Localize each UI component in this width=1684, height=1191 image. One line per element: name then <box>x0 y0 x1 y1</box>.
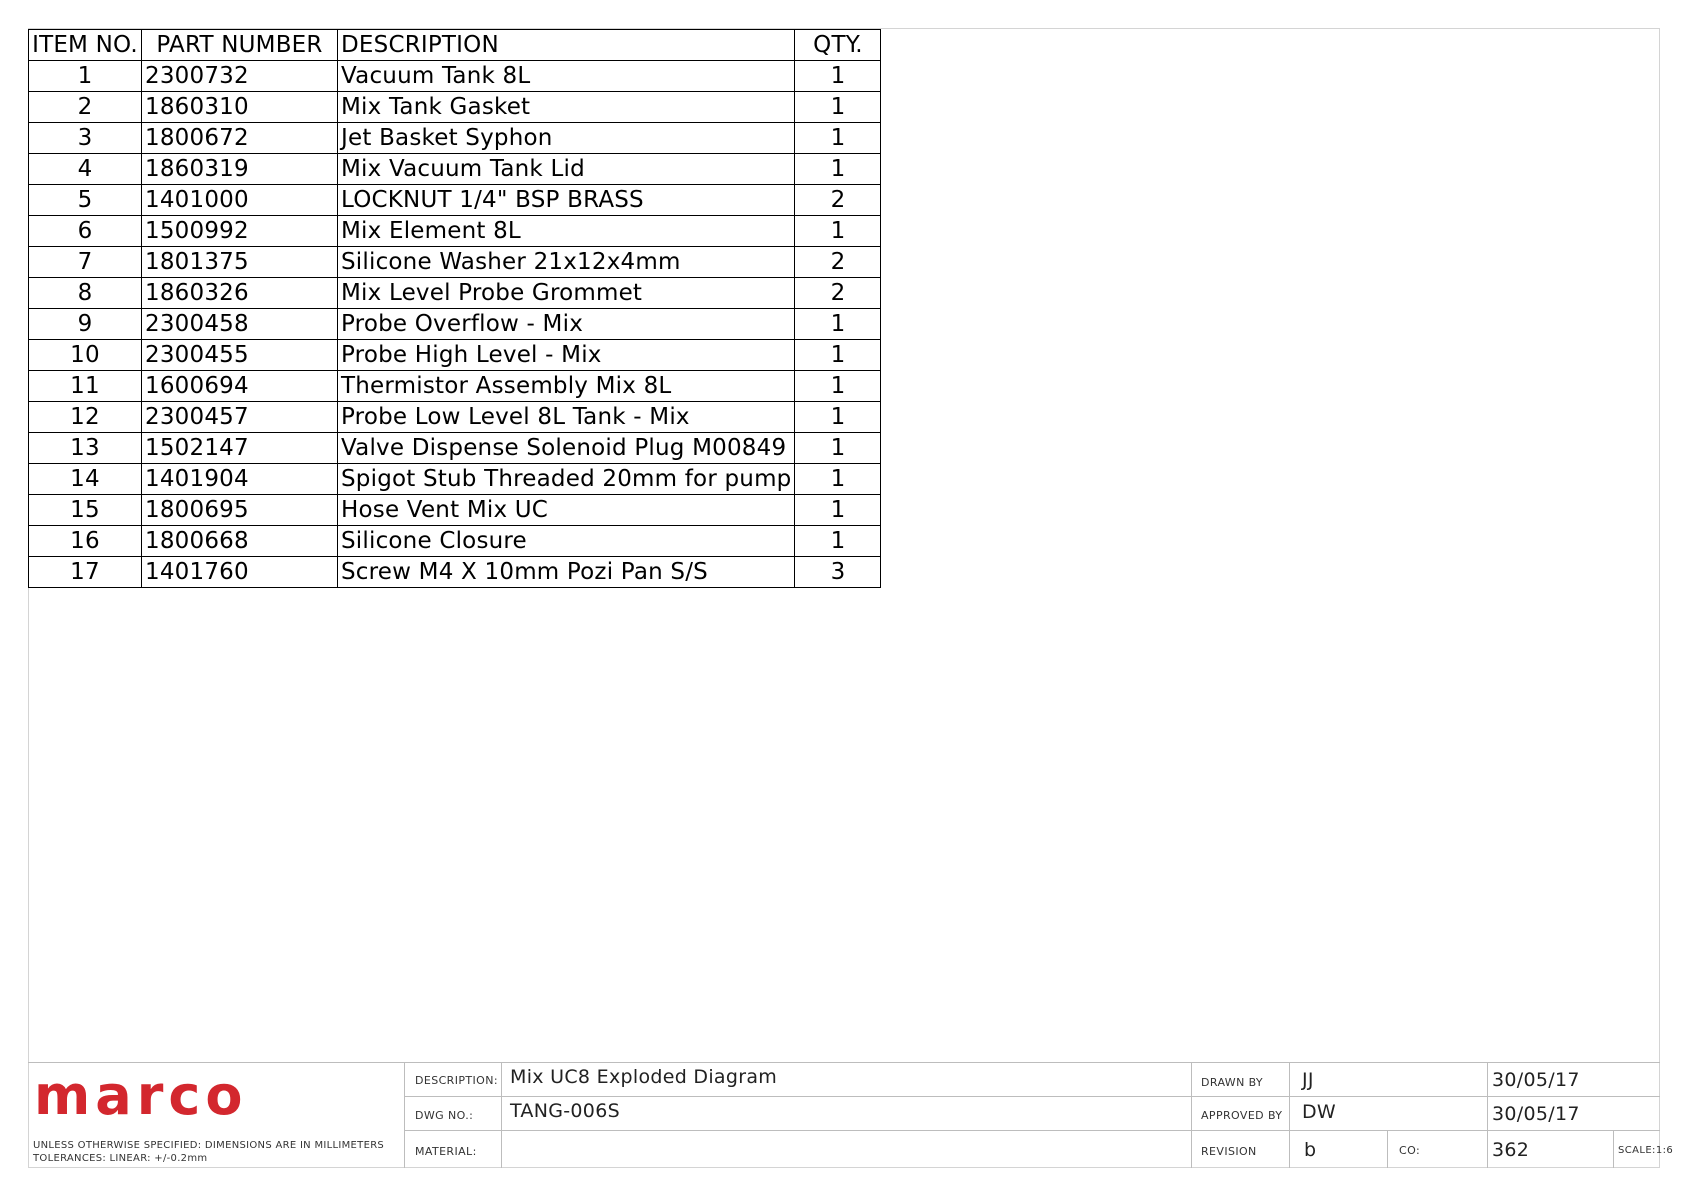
bom-item-no: 4 <box>29 154 142 185</box>
bom-part-number: 1500992 <box>142 216 338 247</box>
bom-description: Jet Basket Syphon <box>338 123 795 154</box>
bom-description: Mix Element 8L <box>338 216 795 247</box>
bom-description: Probe Overflow - Mix <box>338 309 795 340</box>
bom-qty: 1 <box>795 526 881 557</box>
bom-qty: 1 <box>795 123 881 154</box>
approved-date: 30/05/17 <box>1492 1103 1580 1125</box>
bom-qty: 1 <box>795 464 881 495</box>
dwg-no-value-cell <box>502 1097 1192 1131</box>
bom-part-number: 1502147 <box>142 433 338 464</box>
scale-label: SCALE:1:6 <box>1618 1145 1674 1156</box>
bom-qty: 1 <box>795 92 881 123</box>
logo-area <box>28 1063 405 1168</box>
bom-part-number: 1401760 <box>142 557 338 588</box>
bom-row <box>29 371 881 402</box>
scale-cell <box>1614 1131 1674 1168</box>
bom-description: Spigot Stub Threaded 20mm for pump <box>338 464 795 495</box>
bom-qty: 3 <box>795 557 881 588</box>
bom-qty: 2 <box>795 247 881 278</box>
bom-row <box>29 309 881 340</box>
bom-description: Silicone Washer 21x12x4mm <box>338 247 795 278</box>
bom-description: Valve Dispense Solenoid Plug M00849 <box>338 433 795 464</box>
bom-row <box>29 247 881 278</box>
bom-part-number: 2300455 <box>142 340 338 371</box>
bom-row <box>29 464 881 495</box>
title-block <box>28 1062 1674 1168</box>
drawing-description: Mix UC8 Exploded Diagram <box>510 1066 778 1088</box>
bom-qty: 1 <box>795 216 881 247</box>
header-qty: QTY. <box>795 30 881 61</box>
bom-description: Thermistor Assembly Mix 8L <box>338 371 795 402</box>
bom-part-number: 1800668 <box>142 526 338 557</box>
bom-item-no: 8 <box>29 278 142 309</box>
drawn-by-value-cell <box>1290 1063 1488 1097</box>
bom-item-no: 5 <box>29 185 142 216</box>
header-part-number: PART NUMBER <box>142 30 338 61</box>
bom-part-number: 2300457 <box>142 402 338 433</box>
bom-description: Screw M4 X 10mm Pozi Pan S/S <box>338 557 795 588</box>
bom-row <box>29 278 881 309</box>
revision-label: REVISION <box>1201 1145 1257 1158</box>
bom-row <box>29 216 881 247</box>
bom-row <box>29 123 881 154</box>
bom-row <box>29 340 881 371</box>
description-label-cell <box>404 1063 502 1097</box>
bom-row <box>29 185 881 216</box>
co-value: 362 <box>1492 1139 1530 1161</box>
bom-part-number: 1800695 <box>142 495 338 526</box>
bom-qty: 1 <box>795 309 881 340</box>
drawn-by-value: JJ <box>1302 1069 1314 1091</box>
bom-row <box>29 154 881 185</box>
dwg-no-label-cell <box>404 1097 502 1131</box>
bom-item-no: 9 <box>29 309 142 340</box>
bom-item-no: 14 <box>29 464 142 495</box>
bom-item-no: 1 <box>29 61 142 92</box>
header-item-no: ITEM NO. <box>29 30 142 61</box>
bom-qty: 1 <box>795 371 881 402</box>
revision-value: b <box>1304 1139 1317 1161</box>
approved-by-value-cell <box>1290 1097 1488 1131</box>
bom-item-no: 10 <box>29 340 142 371</box>
material-value-cell <box>502 1131 1192 1168</box>
bom-qty: 1 <box>795 154 881 185</box>
bom-item-no: 11 <box>29 371 142 402</box>
bom-item-no: 12 <box>29 402 142 433</box>
bom-description: Mix Level Probe Grommet <box>338 278 795 309</box>
bom-item-no: 17 <box>29 557 142 588</box>
revision-value-cell <box>1290 1131 1388 1168</box>
bom-description: LOCKNUT 1/4" BSP BRASS <box>338 185 795 216</box>
bom-qty: 1 <box>795 340 881 371</box>
bom-row <box>29 92 881 123</box>
dwg-no-label: DWG NO.: <box>415 1109 474 1122</box>
bom-part-number: 1800672 <box>142 123 338 154</box>
bom-part-number: 1860319 <box>142 154 338 185</box>
bom-row <box>29 495 881 526</box>
bom-item-no: 15 <box>29 495 142 526</box>
approved-by-value: DW <box>1302 1101 1337 1123</box>
bom-qty: 1 <box>795 61 881 92</box>
bom-description: Mix Tank Gasket <box>338 92 795 123</box>
material-label-cell <box>404 1131 502 1168</box>
marco-logo: marco <box>34 1064 248 1127</box>
bom-row <box>29 433 881 464</box>
bom-description: Silicone Closure <box>338 526 795 557</box>
drawn-by-label-cell <box>1192 1063 1290 1097</box>
bom-description: Mix Vacuum Tank Lid <box>338 154 795 185</box>
bom-part-number: 1860310 <box>142 92 338 123</box>
bom-item-no: 3 <box>29 123 142 154</box>
revision-label-cell <box>1192 1131 1290 1168</box>
bom-part-number: 1600694 <box>142 371 338 402</box>
bom-qty: 2 <box>795 278 881 309</box>
bom-item-no: 7 <box>29 247 142 278</box>
tolerance-line-1: UNLESS OTHERWISE SPECIFIED: DIMENSIONS ARE IN MILLIMETERS <box>33 1140 385 1151</box>
description-label: DESCRIPTION: <box>415 1074 498 1087</box>
bom-description: Probe High Level - Mix <box>338 340 795 371</box>
bom-qty: 1 <box>795 495 881 526</box>
description-value-cell <box>502 1063 1192 1097</box>
co-value-cell <box>1488 1131 1614 1168</box>
bom-description: Probe Low Level 8L Tank - Mix <box>338 402 795 433</box>
bom-item-no: 16 <box>29 526 142 557</box>
bom-qty: 1 <box>795 433 881 464</box>
tolerance-line-2: TOLERANCES: LINEAR: +/-0.2mm <box>33 1153 208 1164</box>
bom-row <box>29 402 881 433</box>
bom-row <box>29 61 881 92</box>
bom-part-number: 1401904 <box>142 464 338 495</box>
bom-part-number: 2300458 <box>142 309 338 340</box>
bom-part-number: 2300732 <box>142 61 338 92</box>
tolerance-note <box>33 1139 384 1165</box>
approved-date-cell <box>1488 1097 1660 1131</box>
bill-of-materials-table <box>28 29 881 588</box>
header-description: DESCRIPTION <box>338 30 795 61</box>
drawn-date-cell <box>1488 1063 1660 1097</box>
bom-row <box>29 526 881 557</box>
bom-item-no: 6 <box>29 216 142 247</box>
bom-part-number: 1401000 <box>142 185 338 216</box>
bom-qty: 1 <box>795 402 881 433</box>
bom-item-no: 2 <box>29 92 142 123</box>
material-label: MATERIAL: <box>415 1145 477 1158</box>
drawn-date: 30/05/17 <box>1492 1069 1580 1091</box>
co-label: CO: <box>1399 1144 1421 1157</box>
bom-part-number: 1860326 <box>142 278 338 309</box>
drawn-by-label: DRAWN BY <box>1201 1076 1264 1089</box>
bom-qty: 2 <box>795 185 881 216</box>
approved-by-label: APPROVED BY <box>1201 1109 1283 1122</box>
bom-body <box>29 61 881 588</box>
drawing-number: TANG-006S <box>510 1100 620 1122</box>
bom-description: Vacuum Tank 8L <box>338 61 795 92</box>
bom-row <box>29 557 881 588</box>
bom-header-row <box>29 30 881 61</box>
bom-description: Hose Vent Mix UC <box>338 495 795 526</box>
bom-part-number: 1801375 <box>142 247 338 278</box>
bom-item-no: 13 <box>29 433 142 464</box>
co-label-cell <box>1388 1131 1488 1168</box>
approved-by-label-cell <box>1192 1097 1290 1131</box>
